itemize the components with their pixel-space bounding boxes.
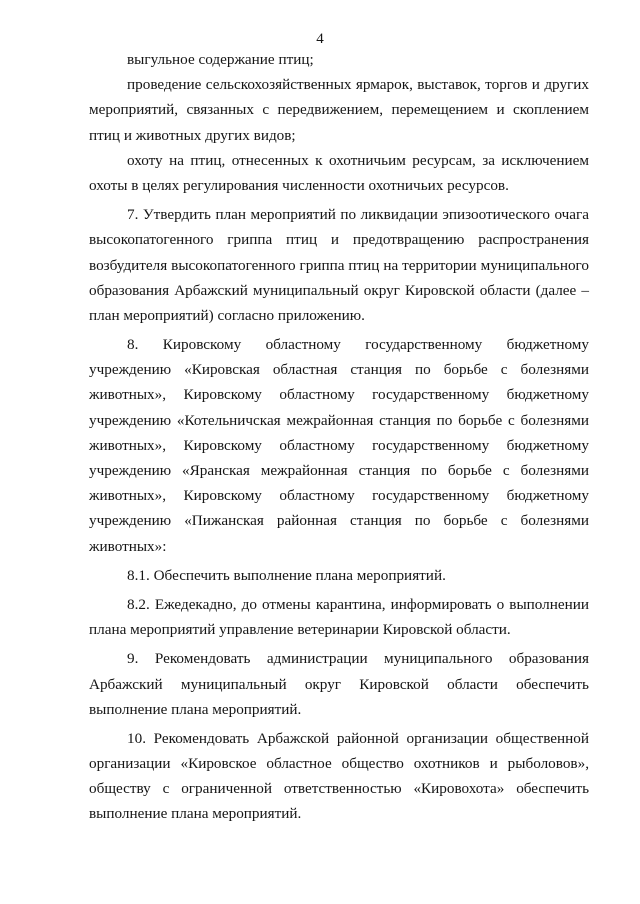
text-line: план мероприятий) согласно приложению. (89, 306, 365, 324)
text-line: выполнение плана мероприятий. (89, 805, 302, 823)
text-line: возбудителя высокопатогенного гриппа птиц на территории муниципального (89, 256, 589, 274)
paragraph (89, 646, 589, 722)
paragraph (89, 592, 589, 642)
text-line: 8.1. Обеспечить выполнение плана мероприятий. (127, 566, 446, 584)
text-line: проведение сельскохозяйственных ярмарок, выставок, торгов и других (127, 76, 589, 94)
text-line: птиц и животных других видов; (89, 126, 296, 144)
text-line: образования Арбажский муниципальный округ Кировской области (далее – (89, 281, 589, 299)
text-line: выполнение плана мероприятий. (89, 700, 302, 718)
text-line: животных», Кировскому областному государственному бюджетному (89, 436, 589, 454)
text-line: учреждению «Яранская межрайонная станция по борьбе с болезнями (89, 462, 589, 479)
paragraph (89, 72, 589, 148)
text-line: высокопатогенного гриппа птиц и предотвращению распространения (89, 231, 589, 249)
text-line: 9. Рекомендовать администрации муниципального образования (127, 650, 589, 668)
text-line: охоты в целях регулирования численности охотничьих ресурсов. (89, 176, 509, 194)
text-line: животных», Кировскому областному государственному бюджетному (89, 386, 589, 404)
text-line: учреждению «Кировская областная станция по борьбе с болезнями (89, 361, 589, 379)
text-line: учреждению «Котельничская межрайонная станция по борьбе с болезнями (89, 411, 589, 429)
paragraph (89, 726, 589, 827)
text-line: животных»: (89, 537, 167, 555)
paragraph (89, 563, 589, 588)
paragraph (89, 332, 589, 559)
text-line: 8. Кировскому областному государственному бюджетному (127, 336, 589, 354)
text-line: 10. Рекомендовать Арбажской районной организации общественной (127, 729, 589, 747)
text-line: обществу с ограниченной ответственностью «Кировохота» обеспечить (89, 780, 589, 798)
paragraph (89, 47, 589, 72)
text-line: 7. Утвердить план мероприятий по ликвидации эпизоотического очага (127, 206, 589, 224)
text-line: плана мероприятий управление ветеринарии Кировской области. (89, 621, 511, 639)
text-line: мероприятий, связанных с передвижением, перемещением и скоплением (89, 101, 589, 119)
document-body (89, 47, 589, 827)
text-line: 8.2. Ежедекадно, до отмены карантина, информировать о выполнении (127, 595, 589, 613)
text-line: животных», Кировскому областному государственному бюджетному (89, 487, 589, 505)
text-line: выгульное содержание птиц; (127, 51, 314, 68)
text-line: охоту на птиц, отнесенных к охотничьим ресурсам, за исключением (127, 151, 589, 169)
text-line: Арбажский муниципальный округ Кировской области обеспечить (89, 675, 589, 693)
page-number: 4 (316, 31, 324, 47)
text-line: организации «Кировское областное общество охотников и рыболовов», (89, 755, 589, 773)
text-line: учреждению «Пижанская районная станция по борьбе с болезнями (89, 512, 589, 530)
paragraph (89, 202, 589, 328)
paragraph (89, 148, 589, 198)
